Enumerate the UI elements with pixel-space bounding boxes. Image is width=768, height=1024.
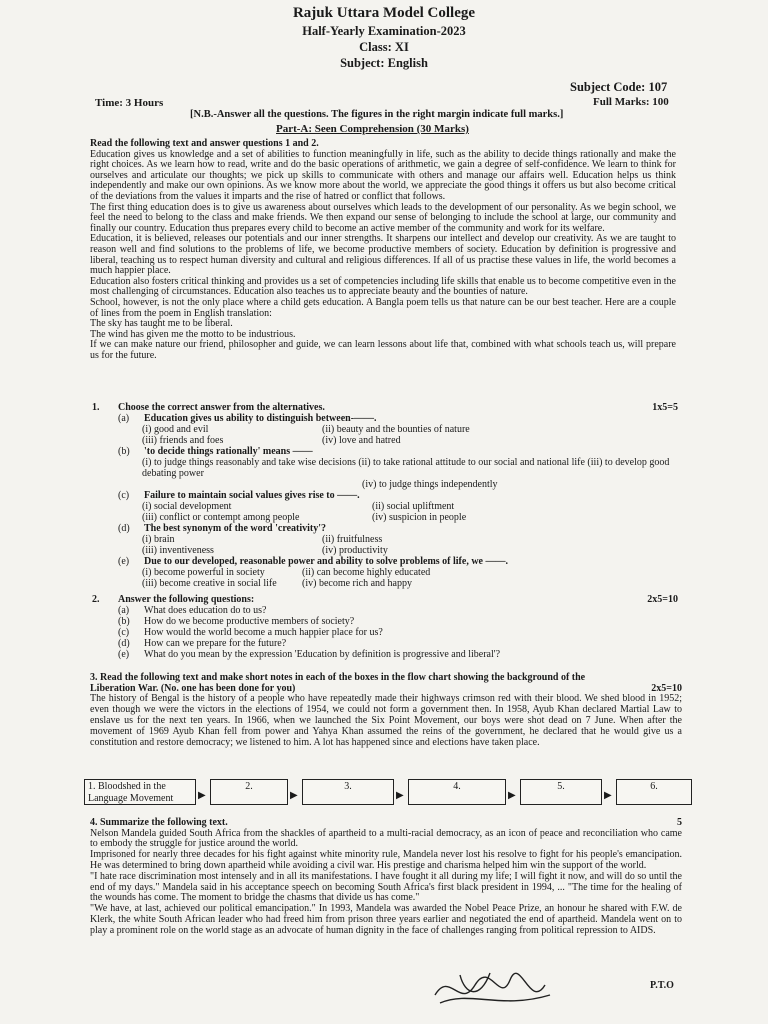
summary-paragraph: Nelson Mandela guided South Africa from the shackles of apartheid to a multi-racial democracy, as an icon of peace and reconciliation who came to embody the struggle for justice around the world. (90, 827, 682, 850)
poem-line: The sky has taught me to be liberal. (90, 318, 233, 330)
summary-paragraph: "I hate race discrimination most intensely and in all its manifestations. I have fought it all during my life; I will fight it now, and will do so until the end of my days." Mandela said in his acceptance speech on becoming South Africa's first black president in 1994, ... "The time for the healing of the wounds has come. The moment to bridge the chasms that divide us has come." (90, 870, 682, 904)
question-marks: 5 (677, 816, 682, 828)
pto-label: P.T.O (650, 980, 674, 991)
passage-paragraph: The first thing education does is to give us awareness about ourselves which leads to the development of our personality. As we begin school, we feel the need to belong to the class and make friends. We then expand our sense of belonging to include the school at large, our community and finally our country. Education thus prepares every child to become an active member of the community and work for its welfare. (90, 201, 676, 234)
question-title: Answer the following questions: (118, 594, 255, 605)
arrow-icon: ▶ (290, 790, 298, 801)
summary-paragraph: "We have, at last, achieved our political emancipation." In 1993, Mandela was awarded the Nobel Peace Prize, an honour he shared with F.W. de Klerk, the white South African leader who had freed him from prison three years earlier and negotiated the end of apartheid. Mandela went on to play a prominent role on the world stage as an advocate of human dignity in the face of challenges ranging from political repression to AIDS. (90, 903, 682, 936)
flow-chart (84, 779, 694, 809)
mcq-item: (e) Due to our developed, reasonable power and ability to solve problems of life, we ——. (118, 556, 508, 567)
short-question: (b) How do we become productive members of society? (118, 616, 355, 627)
summary-paragraph: Imprisoned for nearly three decades for his fight against white minority rule, Mandela never lost his resolve to fight for his people's emancipation. He was determined to bring down apartheid while avoiding a civil war. His prestige and charisma helped him win the support of the world. (90, 849, 682, 871)
time-allowed: Time: 3 Hours (95, 97, 164, 109)
subject-label: Subject: English (340, 56, 428, 70)
exam-title: Half-Yearly Examination-2023 (302, 24, 466, 38)
question-1 (92, 402, 678, 589)
mcq-stem: Education gives us ability to distinguish between-——. (144, 413, 377, 424)
question-title: 4. Summarize the following text. (90, 817, 228, 828)
mcq-stem: 'to decide things rationally' means —— (144, 446, 313, 457)
mcq-options: (i) to judge things reasonably and take wise decisions (ii) to take rational attitude to our social and national life (iii) to develop good debating power (iv) to judge things independently (142, 457, 670, 490)
college-name: Rajuk Uttara Model College (292, 5, 476, 21)
question-3 (90, 673, 682, 748)
signature-scribble-icon (430, 965, 560, 1015)
mcq-stem: The best synonym of the word 'creativity'? (144, 523, 327, 534)
question-marks: 1x5=5 (652, 402, 678, 413)
mcq-options: (i) become powerful in society (ii) can become highly educated (iii) become creative in social life (iv) become rich and happy (142, 567, 431, 589)
poem-line: The wind has given me the motto to be industrious. (90, 328, 296, 340)
short-question: (d) How can we prepare for the future? (118, 638, 287, 649)
passage-paragraph: If we can make nature our friend, philosopher and guide, we can learn lessons about life that, combined with what schools teach us, will prepare us for the future. (90, 339, 676, 361)
arrow-icon: ▶ (604, 790, 612, 801)
flow-box: 6. (616, 779, 692, 805)
short-question: (a) What does education do to us? (118, 605, 267, 616)
question-4 (90, 818, 682, 937)
mcq-item: (a) Education gives us ability to distinguish between-——. (118, 413, 377, 424)
question-title: Choose the correct answer from the alternatives. (118, 402, 325, 413)
flow-box: 4. (408, 779, 506, 805)
question-title: 3. Read the following text and make short notes in each of the boxes in the flow chart showing the background of the Liberation War. (No. one has been done for you) (90, 672, 586, 694)
short-question: (e) What do you mean by the expression 'Education by definition is progressive and liberal'? (118, 649, 501, 660)
subject-code: Subject Code: 107 (570, 80, 668, 94)
mcq-item: (d) The best synonym of the word 'creativity'? (118, 523, 327, 534)
arrow-icon: ▶ (508, 790, 516, 801)
mcq-options: (i) brain (ii) fruitfulness (iii) inventiveness (iv) productivity (142, 534, 388, 556)
mcq-options: (i) good and evil (ii) beauty and the bounties of nature (iii) friends and foes (iv) love and hatred (142, 424, 470, 446)
passage-instruction: Read the following text and answer questions 1 and 2. (90, 138, 319, 149)
question-number: 2. (92, 594, 100, 605)
comprehension-passage (90, 139, 676, 361)
mcq-item: (b) 'to decide things rationally' means —— (118, 446, 313, 457)
flow-box: 3. (302, 779, 394, 805)
class-label: Class: XI (359, 40, 409, 54)
instructions-note: [N.B.-Answer all the questions. The figures in the right margin indicate full marks.] (190, 109, 564, 120)
passage-paragraph: Education, it is believed, releases our potentials and our inner strengths. It sharpens our intellect and develop our creativity. As we are taught to reason well and find solutions to the problems of life, we become productive members of society. Education by definition is progressive and liberal, teaching us to respect human diversity and cultural and religious differences. If all of us practise these values in life, the world becomes a much happier place. (90, 233, 676, 277)
flow-box: 5. (520, 779, 602, 805)
question-marks: 2x5=10 (651, 682, 682, 694)
flow-box: 2. (210, 779, 288, 805)
full-marks: Full Marks: 100 (593, 96, 669, 108)
short-question: (c) How would the world become a much happier place for us? (118, 627, 383, 638)
question-2 (92, 594, 678, 660)
mcq-stem: Due to our developed, reasonable power and ability to solve problems of life, we ——. (144, 556, 508, 567)
mcq-options: (i) social development (ii) social upliftment (iii) conflict or contempt among people (iv) suspicion in people (142, 501, 467, 523)
mcq-stem: Failure to maintain social values gives rise to ——. (144, 490, 360, 501)
mcq-item: (c) Failure to maintain social values gives rise to ——. (118, 490, 360, 501)
part-a-heading: Part-A: Seen Comprehension (30 Marks) (276, 123, 469, 135)
history-passage: The history of Bengal is the history of a people who have repeatedly made their highways crimson red with their blood. We shed blood in 1952; even though we were the victors in the elections of 1954, we could not form a government then. In 1958, Ayub Khan declared Martial Law to enslave us for the next ten years. In 1966, when we launched the Six Point Movement, our boys were shot dead on 7 June. When after the movement of 1969 Ayub Khan fell from power and Yahya Khan assumed the reins of the government, he declared that he would give us a constitution and restore democracy; we listened to him. A lot has happened since and elections have taken place. (90, 693, 682, 748)
arrow-icon: ▶ (396, 790, 404, 801)
passage-paragraph: Education gives us knowledge and a set of abilities to function meaningfully in life, such as the ability to decide things rationally and make the right choices. As we learn how to read, write and do the basic operations of arithmetic, we gain a degree of self-confidence. We learn to think for ourselves and articulate our thoughts; we pick up skills to communicate with others and manage our affairs well. Education helps us think independently and make our own opinions. As we know more about the world, we appreciate the good things it offers us but also become critical of the deviations from the values it imparts and the rise of hatred or conflict that follows. (90, 148, 676, 202)
question-number: 1. (92, 402, 100, 413)
passage-paragraph: School, however, is not the only place where a child gets education. A Bangla poem tells us that nature can be our best teacher. Here are a couple of lines from the poem in English translation: (90, 296, 676, 319)
passage-paragraph: Education also fosters critical thinking and provides us a set of competencies including life skills that enable us to become competitive even in the most challenging of circumstances. Education also teaches us to appreciate beauty and the bounties of nature. (90, 275, 676, 298)
arrow-icon: ▶ (198, 790, 206, 801)
question-marks: 2x5=10 (647, 594, 678, 605)
flow-box: 1. Bloodshed in the Language Movement (84, 779, 196, 805)
